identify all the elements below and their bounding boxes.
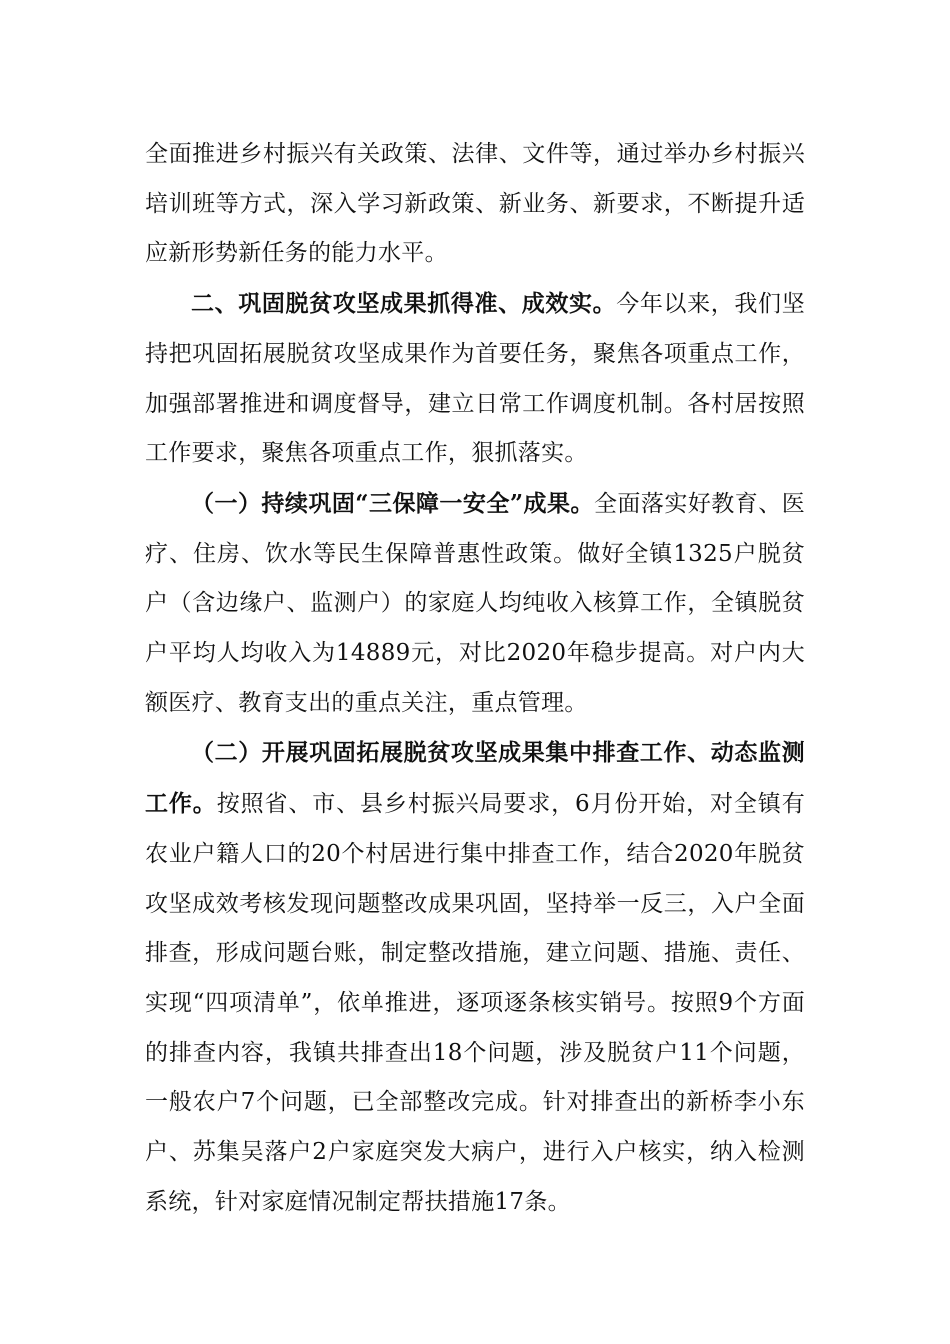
paragraph-4-body: 按照省、市、县乡村振兴局要求，6月份开始，对全镇有农业户籍人口的20个村居进行集中排查工作，结合2020年脱贫攻坚成效考核发现问题整改成果巩固，坚持举一反三，入户全面排查，形成问题台账，制定整改措施，建立问题、措施、责任、实现“四项清单”，依单推进，逐项逐条核实销号。按照9个方面的排查内容，我镇共排查出18个问题，涉及脱贫户11个问题，一般农户7个问题，已全部整改完成。针对排查出的新桥李小东户、苏集吴落户2户家庭突发大病户，进行入户核实，纳入检测系统，针对家庭情况制定帮扶措施17条。 (145, 791, 806, 1215)
paragraph-2 (145, 279, 805, 479)
paragraph-4-heading: （二）开展巩固拓展脱贫攻坚成果集中排查工作、动态监测工作。 (145, 739, 805, 818)
paragraph-2-heading: 二、巩固脱贫攻坚成果抓得准、成效实。 (191, 290, 617, 318)
paragraph-1-body: 全面推进乡村振兴有关政策、法律、文件等，通过举办乡村振兴培训班等方式，深入学习新政策、新业务、新要求，不断提升适应新形势新任务的能力水平。 (145, 141, 805, 267)
paragraph-2-body: 今年以来，我们坚持把巩固拓展脱贫攻坚成果作为首要任务，聚焦各项重点工作，加强部署推进和调度督导，建立日常工作调度机制。各村居按照工作要求，聚焦各项重点工作，狠抓落实。 (145, 291, 805, 467)
paragraph-4 (145, 728, 805, 1227)
paragraph-3-heading: （一）持续巩固“三保障一安全”成果。 (191, 489, 594, 517)
paragraph-3-body: 全面落实好教育、医疗、住房、饮水等民生保障普惠性政策。做好全镇1325户脱贫户（含边缘户、监测户）的家庭人均纯收入核算工作，全镇脱贫户平均人均收入为14889元，对比2020年稳步提高。对户内大额医疗、教育支出的重点关注，重点管理。 (145, 490, 806, 716)
document-body (145, 130, 805, 1227)
paragraph-1 (145, 130, 805, 279)
paragraph-3 (145, 479, 805, 729)
